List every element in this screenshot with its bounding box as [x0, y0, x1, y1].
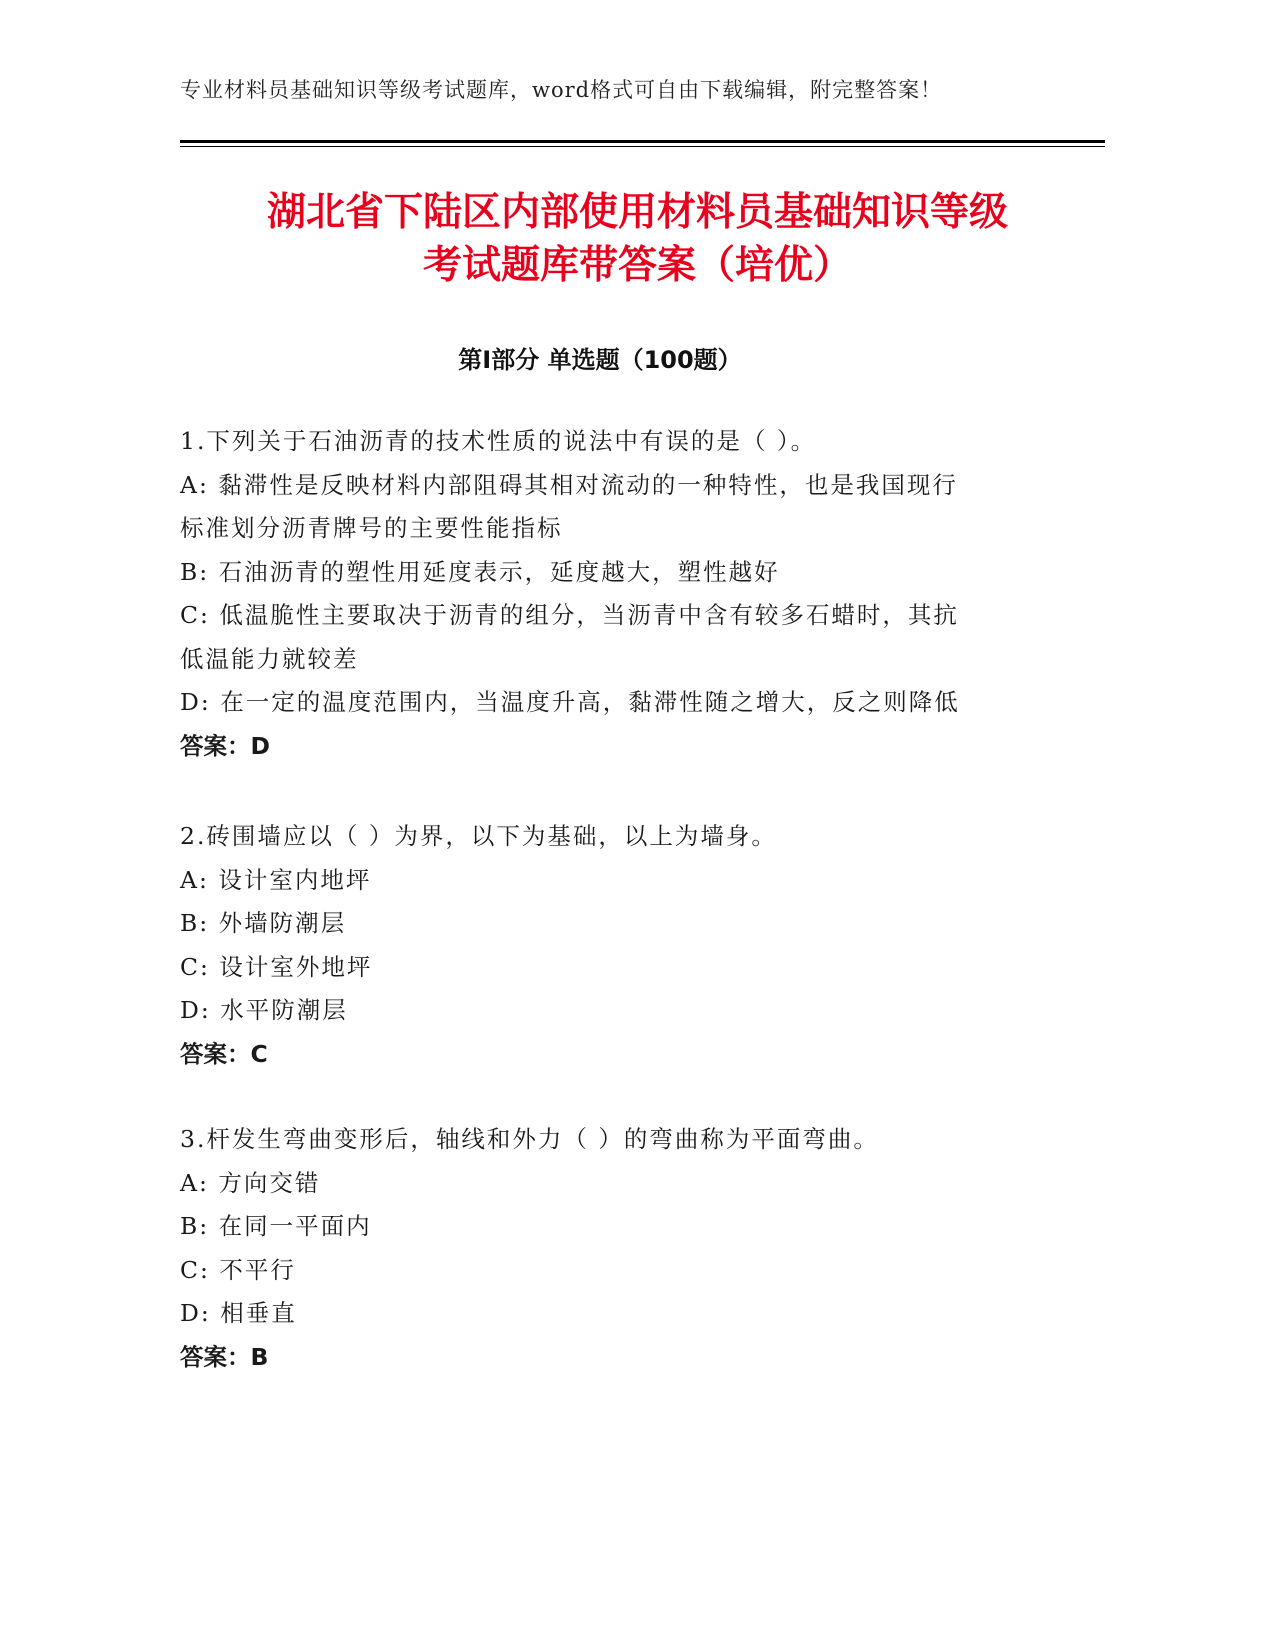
question-3 — [180, 1118, 1030, 1379]
option-c-line-2: 低温能力就较差 — [180, 644, 359, 673]
option-c-line-1: C: 低温脆性主要取决于沥青的组分，当沥青中含有较多石蜡时，其抗 — [180, 601, 959, 629]
header-rule-thick — [180, 140, 1105, 143]
answer: 答案：C — [180, 1039, 268, 1068]
question-2 — [180, 815, 1030, 1076]
question-stem: 3.杆发生弯曲变形后，轴线和外力（ ）的弯曲称为平面弯曲。 — [180, 1125, 879, 1153]
header-rule-thin — [180, 146, 1105, 147]
option-b: B: 在同一平面内 — [180, 1212, 372, 1240]
option-b: B: 石油沥青的塑性用延度表示，延度越大，塑性越好 — [180, 557, 780, 586]
question-stem: 2.砖围墙应以（ ）为界，以下为基础，以上为墙身。 — [180, 822, 777, 850]
document-title-line-2: 考试题库带答案（培优） — [422, 243, 852, 288]
document-title — [150, 186, 1125, 292]
option-b: B: 外墙防潮层 — [180, 909, 347, 937]
option-d: D: 相垂直 — [180, 1299, 297, 1327]
page-header: 专业材料员基础知识等级考试题库，word格式可自由下载编辑，附完整答案！ — [180, 78, 943, 102]
document-title-line-1: 湖北省下陆区内部使用材料员基础知识等级 — [266, 190, 1008, 235]
section-heading: 第Ⅰ部分 单选题（100题） — [458, 346, 742, 374]
question-1 — [180, 420, 1030, 768]
option-d: D: 在一定的温度范围内，当温度升高，黏滞性随之增大，反之则降低 — [180, 688, 960, 716]
option-a-line-2: 标准划分沥青牌号的主要性能指标 — [180, 514, 563, 542]
option-a-line-1: A: 黏滞性是反映材料内部阻碍其相对流动的一种特性，也是我国现行 — [180, 470, 958, 499]
question-stem: 1.下列关于石油沥青的技术性质的说法中有误的是（ ）。 — [180, 427, 817, 455]
answer: 答案：D — [180, 731, 271, 760]
option-c: C: 不平行 — [180, 1255, 296, 1284]
option-c: C: 设计室外地坪 — [180, 952, 373, 981]
answer: 答案：B — [180, 1342, 269, 1371]
option-a: A: 设计室内地坪 — [180, 865, 372, 894]
option-a: A: 方向交错 — [180, 1168, 321, 1197]
option-d: D: 水平防潮层 — [180, 996, 348, 1024]
